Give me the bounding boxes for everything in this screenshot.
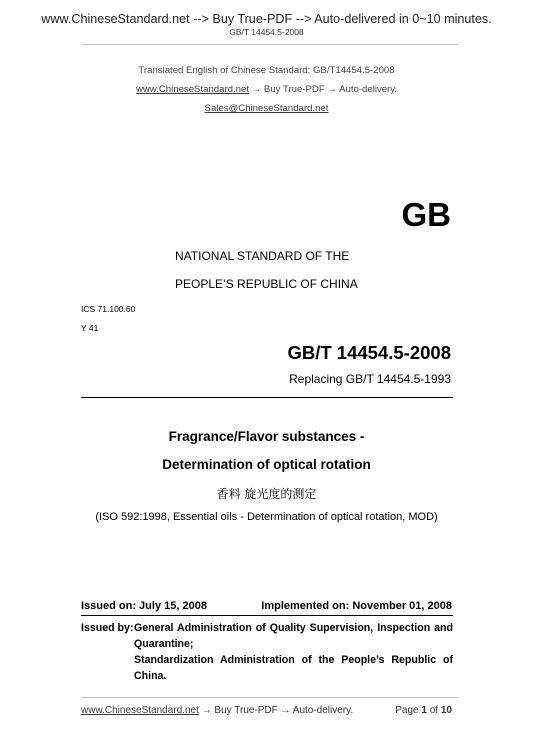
iso-reference: (ISO 592:1998, Essential oils - Determination of optical rotation, MOD) (95, 511, 438, 523)
top-banner: www.ChineseStandard.net --> Buy True-PDF --> Auto-delivered in 0~10 minutes. (41, 12, 492, 26)
issued-by-label: Issued by: (81, 622, 134, 634)
page-of: of (429, 705, 439, 716)
standard-number: GB/T 14454.5-2008 (287, 342, 451, 363)
intro-site-line (0, 84, 533, 95)
title-line1: Fragrance/Flavor substances - (168, 429, 365, 444)
site-link[interactable]: www.ChineseStandard.net (135, 84, 249, 95)
y-code: Y 41 (81, 323, 99, 333)
footer-separator (81, 697, 458, 698)
title-line2: Determination of optical rotation (162, 457, 371, 472)
page-indicator (395, 705, 452, 716)
site-suffix: → Buy True-PDF → Auto-delivery. (249, 84, 398, 95)
national-standard-line1: NATIONAL STANDARD OF THE (175, 249, 350, 263)
replacing-note: Replacing GB/T 14454.5-1993 (289, 372, 451, 386)
email-link[interactable]: Sales@ChineseStandard.net (204, 103, 329, 114)
header-separator (81, 44, 458, 45)
implemented-on: Implemented on: November 01, 2008 (261, 600, 452, 612)
issued-on: Issued on: July 15, 2008 (81, 600, 207, 612)
title-chinese: 香料 旋光度的测定 (216, 487, 317, 501)
intro-email-line (0, 103, 533, 114)
page-total: 10 (440, 705, 452, 716)
page-label: Page (395, 705, 419, 716)
header-doc-code: GB/T 14454.5-2008 (229, 27, 304, 37)
footer-suffix: → Buy True-PDF → Auto-delivery. (198, 705, 354, 716)
issued-by-agency-2: Standardization Administration of the People’s Republic of China. (134, 654, 453, 682)
page-current: 1 (421, 705, 427, 716)
national-standard-line2: PEOPLE’S REPUBLIC OF CHINA (175, 277, 358, 291)
issued-by-agency-1: General Administration of Quality Supervision, Inspection and Quarantine; (134, 622, 453, 650)
footer-link[interactable]: www.ChineseStandard.net (81, 705, 199, 716)
footer-left (81, 705, 353, 716)
gb-mark: GB (401, 196, 451, 233)
issued-by-block (81, 620, 453, 684)
ics-code: ICS 71.100.60 (81, 304, 136, 314)
dates-rule (81, 615, 453, 616)
title-rule (81, 397, 453, 398)
translated-note: Translated English of Chinese Standard: GB/T14454.5-2008 (138, 65, 395, 76)
